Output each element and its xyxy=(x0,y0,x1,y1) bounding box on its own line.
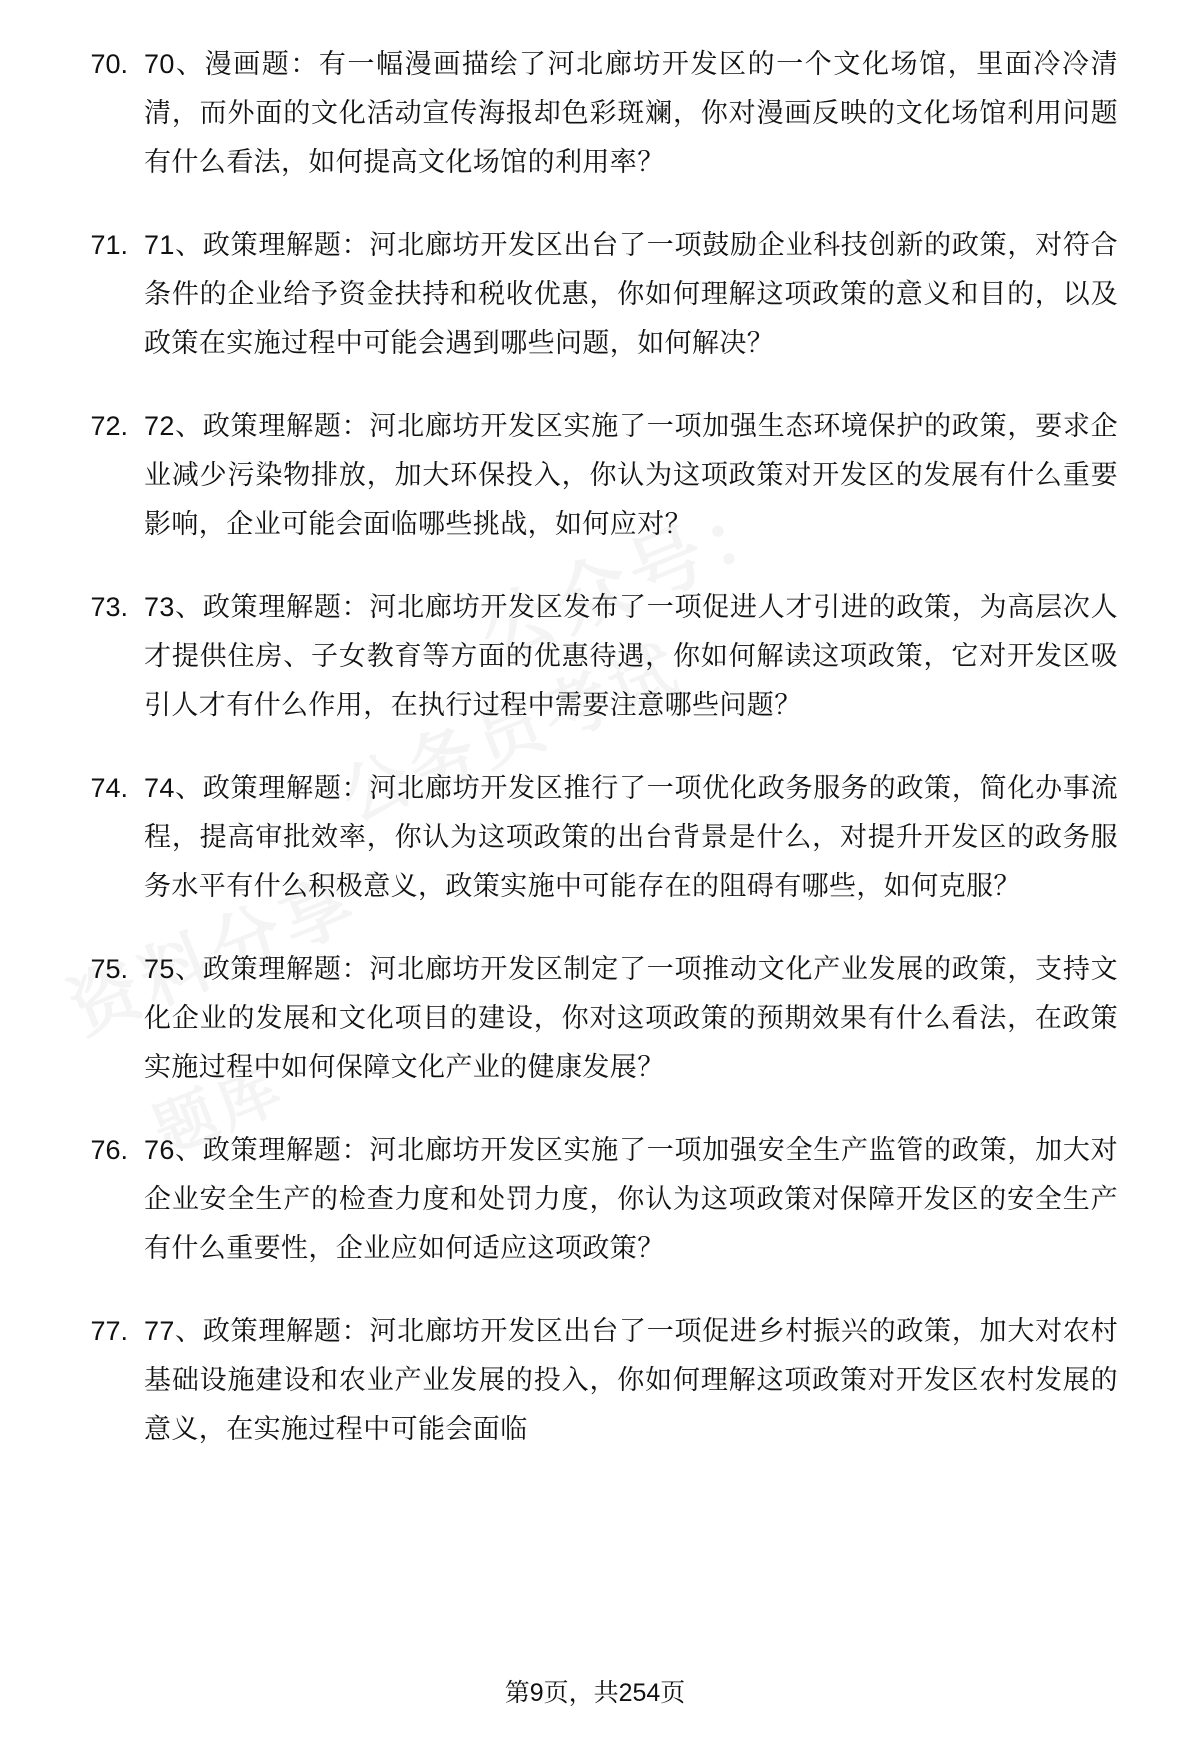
item-text: 76、政策理解题：河北廊坊开发区实施了一项加强安全生产监管的政策，加大对企业安全生产的检查力度和处罚力度，你认为这项政策对保障开发区的安全生产有什么重要性，企业应如何适应这项政策？ xyxy=(144,1135,1118,1263)
page-footer: 第9页，共254页 xyxy=(504,1679,686,1707)
list-item xyxy=(52,1126,1118,1273)
item-text: 72、政策理解题：河北廊坊开发区实施了一项加强生态环境保护的政策，要求企业减少污染物排放，加大环保投入，你认为这项政策对开发区的发展有什么重要影响，企业可能会面临哪些挑战，如何应对？ xyxy=(144,411,1118,539)
list-item xyxy=(52,221,1118,368)
item-number: 71. xyxy=(90,230,128,260)
item-text: 70、漫画题：有一幅漫画描绘了河北廊坊开发区的一个文化场馆，里面冷冷清清，而外面的文化活动宣传海报却色彩斑斓，你对漫画反映的文化场馆利用问题有什么看法，如何提高文化场馆的利用率？ xyxy=(144,49,1118,177)
list-item xyxy=(52,945,1118,1092)
item-text: 73、政策理解题：河北廊坊开发区发布了一项促进人才引进的政策，为高层次人才提供住房、子女教育等方面的优惠待遇，你如何解读这项政策，它对开发区吸引人才有什么作用，在执行过程中需要注意哪些问题？ xyxy=(144,592,1118,720)
item-number: 77. xyxy=(90,1316,128,1346)
list-item xyxy=(52,402,1118,549)
item-number: 76. xyxy=(90,1135,128,1165)
item-number: 75. xyxy=(90,954,128,984)
item-number: 73. xyxy=(90,592,128,622)
item-text: 71、政策理解题：河北廊坊开发区出台了一项鼓励企业科技创新的政策，对符合条件的企业给予资金扶持和税收优惠，你如何理解这项政策的意义和目的，以及政策在实施过程中可能会遇到哪些问题，如何解决？ xyxy=(144,230,1118,358)
list-item xyxy=(52,40,1118,187)
list-item xyxy=(52,1307,1118,1454)
item-text: 74、政策理解题：河北廊坊开发区推行了一项优化政务服务的政策，简化办事流程，提高审批效率，你认为这项政策的出台背景是什么，对提升开发区的政务服务水平有什么积极意义，政策实施中可能存在的阻碍有哪些，如何克服？ xyxy=(144,773,1118,901)
list-item xyxy=(52,583,1118,730)
item-number: 74. xyxy=(90,773,128,803)
list-item xyxy=(52,764,1118,911)
question-list xyxy=(52,40,1118,1454)
item-number: 72. xyxy=(90,411,128,441)
item-text: 77、政策理解题：河北廊坊开发区出台了一项促进乡村振兴的政策，加大对农村基础设施建设和农业产业发展的投入，你如何理解这项政策对开发区农村发展的意义，在实施过程中可能会面临 xyxy=(144,1316,1118,1444)
item-text: 75、政策理解题：河北廊坊开发区制定了一项推动文化产业发展的政策，支持文化企业的发展和文化项目的建设，你对这项政策的预期效果有什么看法，在政策实施过程中如何保障文化产业的健康发展？ xyxy=(144,954,1118,1082)
item-number: 70. xyxy=(90,49,128,79)
